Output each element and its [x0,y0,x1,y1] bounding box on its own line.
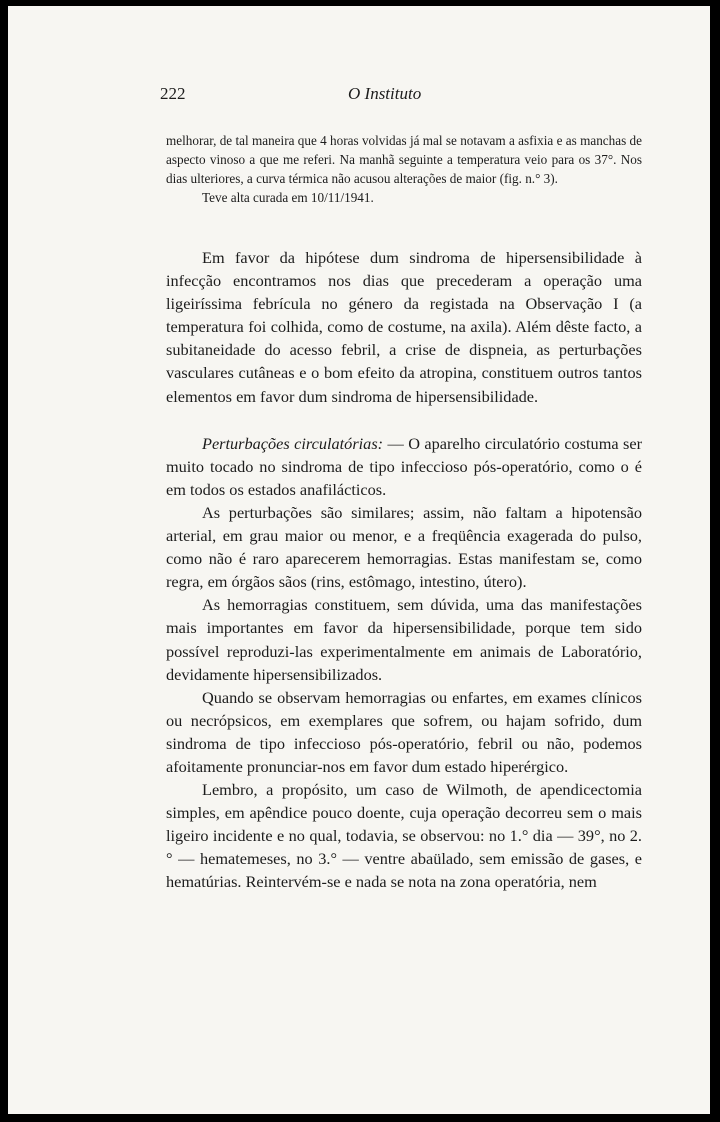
paragraph-hypersensitivity: Em favor da hipótese dum sindroma de hipersensibilidade à infecção encontramos nos dias que precederam a operação uma ligeiríssima febrícula no género da registada na Observação I (a temperatura foi colhida, como de costume, na axila). Além dêste facto, a subitaneidade do acesso febril, a crise de dispneia, as perturbações vasculares cutâneas e o bom efeito da atropina, constituem outros tantos elementos em favor dum sindroma de hipersensibilidade. [166,248,642,406]
section-dash: — [383,433,409,453]
paragraph-circulatory-text: O aparelho circulatório costuma ser muito tocado no sindroma de tipo infeccioso pós-operatório, como o é em todos os estados anafilácticos. [166,433,642,499]
paragraph-wilmoth-case: Lembro, a propósito, um caso de Wilmoth, de apendicectomia simples, em apêndice pouco doente, cuja operação decorreu sem o mais ligeiro incidente e no qual, todavia, se observou: no 1.° dia — 39°, no 2.° — hematemeses, no 3.° — ventre abaülado, sem emissão de gases, e hematúrias. Reintervém-se e nada se nota na zona operatória, nem [166,780,642,892]
paragraph-hemorrhages: As hemorragias constituem, sem dúvida, uma das manifestações mais importantes em favor da hipersensibilidade, porque tem sido possível reproduzi-las experimentalmente em animais de Laboratório, devidamente hipersensibilizados. [166,595,642,684]
page-number: 222 [160,84,186,103]
paragraph-observations: Quando se observam hemorragias ou enfartes, em exames clínicos ou necrópsicos, em exemplares que sofrem, ou hajam sofrido, dum sindroma de tipo infeccioso pós-operatório, febril ou não, podemos afoitamente pronunciar-nos em favor dum estado hiperérgico. [166,687,642,776]
main-text [166,246,642,894]
paragraph-perturbations: As perturbações são similares; assim, não faltam a hipotensão arterial, em grau maior ou menor, e a freqüência exagerada do pulso, como não é raro aparecerem hemorragias. Estas manifestam se, como regra, em órgãos sãos (rins, estômago, intestino, útero). [166,502,642,592]
running-title: O Instituto [348,84,422,103]
section-heading: Perturbações circulatórias: [202,433,384,453]
case-notes-paragraph: melhorar, de tal maneira que 4 horas volvidas já mal se notavam a asfixia e as manchas de aspecto vinoso a que me referi. Na manhã seguinte a temperatura veio para os 37°. Nos dias ulteriores, a curva térmica não acusou alterações de maior (fig. n.° 3). [166,133,642,186]
case-notes-small-print [166,131,642,207]
scanned-page [8,6,710,1114]
discharge-note: Teve alta curada em 10/11/1941. [202,190,374,205]
paragraph-circulatory-intro [166,432,642,501]
running-header [160,84,660,106]
